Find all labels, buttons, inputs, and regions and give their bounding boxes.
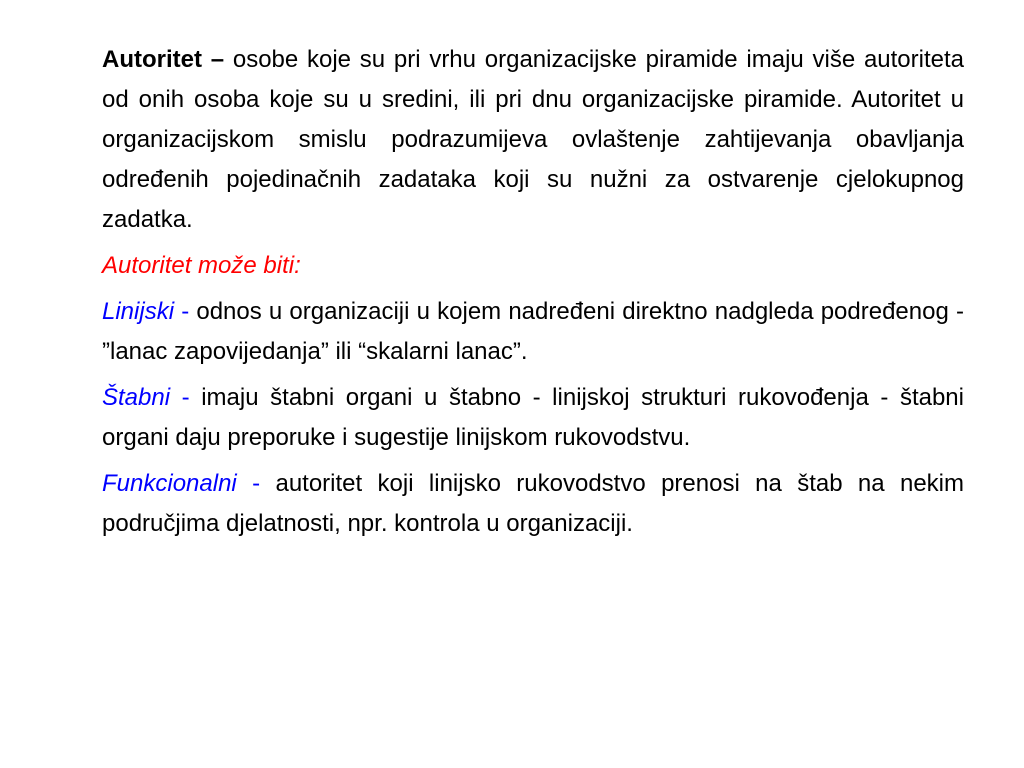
paragraph-autoritet — [102, 40, 964, 240]
text-stabni: imaju štabni organi u štabno - linijskoj strukturi rukovođenja - štabni organi daju preporuke i sugestije linijskom rukovodstvu. — [102, 384, 964, 451]
slide-content — [102, 40, 964, 550]
dash-linijski: - — [174, 298, 190, 325]
term-funkcionalni: Funkcionalni — [102, 470, 237, 497]
paragraph-heading — [102, 246, 964, 286]
dash-stabni: - — [170, 384, 190, 411]
heading-autoritet-moze-biti: Autoritet može biti: — [102, 252, 301, 279]
text-linijski: odnos u organizaciji u kojem nadređeni direktno nadgleda podređenog - ”lanac zapovijedanja” ili “skalarni lanac”. — [102, 298, 964, 365]
term-stabni: Štabni — [102, 384, 171, 411]
term-autoritet: Autoritet – — [102, 46, 225, 73]
text-autoritet: osobe koje su pri vrhu organizacijske piramide imaju više autoriteta od onih osoba koje su u sredini, ili pri dnu organizacijske piramide. Autoritet u organizacijskom smislu podrazumijeva ovlaštenje zahtijevanja obavljanja određenih pojedinačnih zadataka koji su nužni za ostvarenje cjelokupnog zadatka. — [102, 46, 965, 233]
paragraph-funkcionalni — [102, 464, 964, 544]
term-linijski: Linijski — [102, 298, 175, 325]
dash-funkcionalni: - — [236, 470, 261, 497]
text-funkcionalni: autoritet koji linijsko rukovodstvo prenosi na štab na nekim područjima djelatnosti, npr. kontrola u organizaciji. — [102, 470, 964, 537]
paragraph-linijski — [102, 292, 964, 372]
paragraph-stabni — [102, 378, 964, 458]
